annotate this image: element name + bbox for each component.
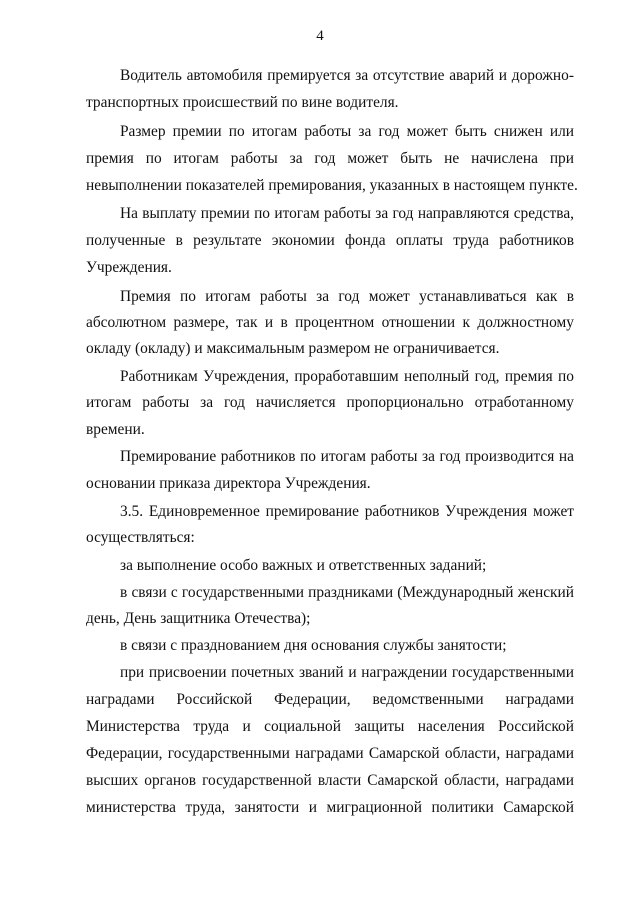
text-line: в связи с государственными праздниками (Международный женский — [120, 584, 574, 601]
text-line: Водитель автомобиля премируется за отсутствие аварий и дорожно- — [120, 67, 574, 84]
text-line: премия по итогам работы за год может быть не начислена при — [86, 150, 574, 167]
text-line: транспортных происшествий по вине водителя. — [86, 94, 399, 111]
text-line: итогам работы за год начисляется пропорционально отработанному — [86, 394, 574, 411]
text-line: в связи с празднованием дня основания службы занятости; — [120, 637, 507, 654]
text-line: за выполнение особо важных и ответственных заданий; — [120, 557, 487, 574]
page-number: 4 — [316, 28, 324, 44]
text-line: высших органов государственной власти Самарской области, наградами — [86, 772, 574, 789]
text-line: Работникам Учреждения, проработавшим неполный год, премия по — [120, 368, 574, 385]
text-line: Премия по итогам работы за год может устанавливаться как в — [120, 288, 574, 305]
text-line: абсолютном размере, так и в процентном отношении к должностному — [86, 314, 574, 331]
text-line: министерства труда, занятости и миграционной политики Самарской — [86, 799, 574, 816]
text-line: 3.5. Единовременное премирование работников Учреждения может — [120, 503, 574, 520]
text-line: Учреждения. — [86, 259, 172, 276]
text-line: осуществляться: — [86, 529, 195, 546]
text-line: при присвоении почетных званий и награждении государственными — [120, 664, 574, 681]
text-line: времени. — [86, 421, 145, 438]
text-line: день, День защитника Отечества); — [86, 610, 311, 627]
text-line: Премирование работников по итогам работы за год производится на — [120, 448, 574, 465]
text-line: основании приказа директора Учреждения. — [86, 475, 371, 492]
text-line: Министерства труда и социальной защиты населения Российской — [86, 718, 574, 735]
text-line: окладу (окладу) и максимальным размером не ограничивается. — [86, 340, 500, 357]
text-line: Размер премии по итогам работы за год может быть снижен или — [120, 123, 574, 140]
text-line: Федерации, государственными наградами Самарской области, наградами — [86, 745, 574, 762]
text-line: На выплату премии по итогам работы за год направляются средства, — [120, 205, 574, 222]
text-line: наградами Российской Федерации, ведомственными наградами — [86, 691, 574, 708]
text-line: полученные в результате экономии фонда оплаты труда работников — [86, 232, 574, 249]
text-line: невыполнении показателей премирования, указанных в настоящем пункте. — [86, 177, 578, 194]
